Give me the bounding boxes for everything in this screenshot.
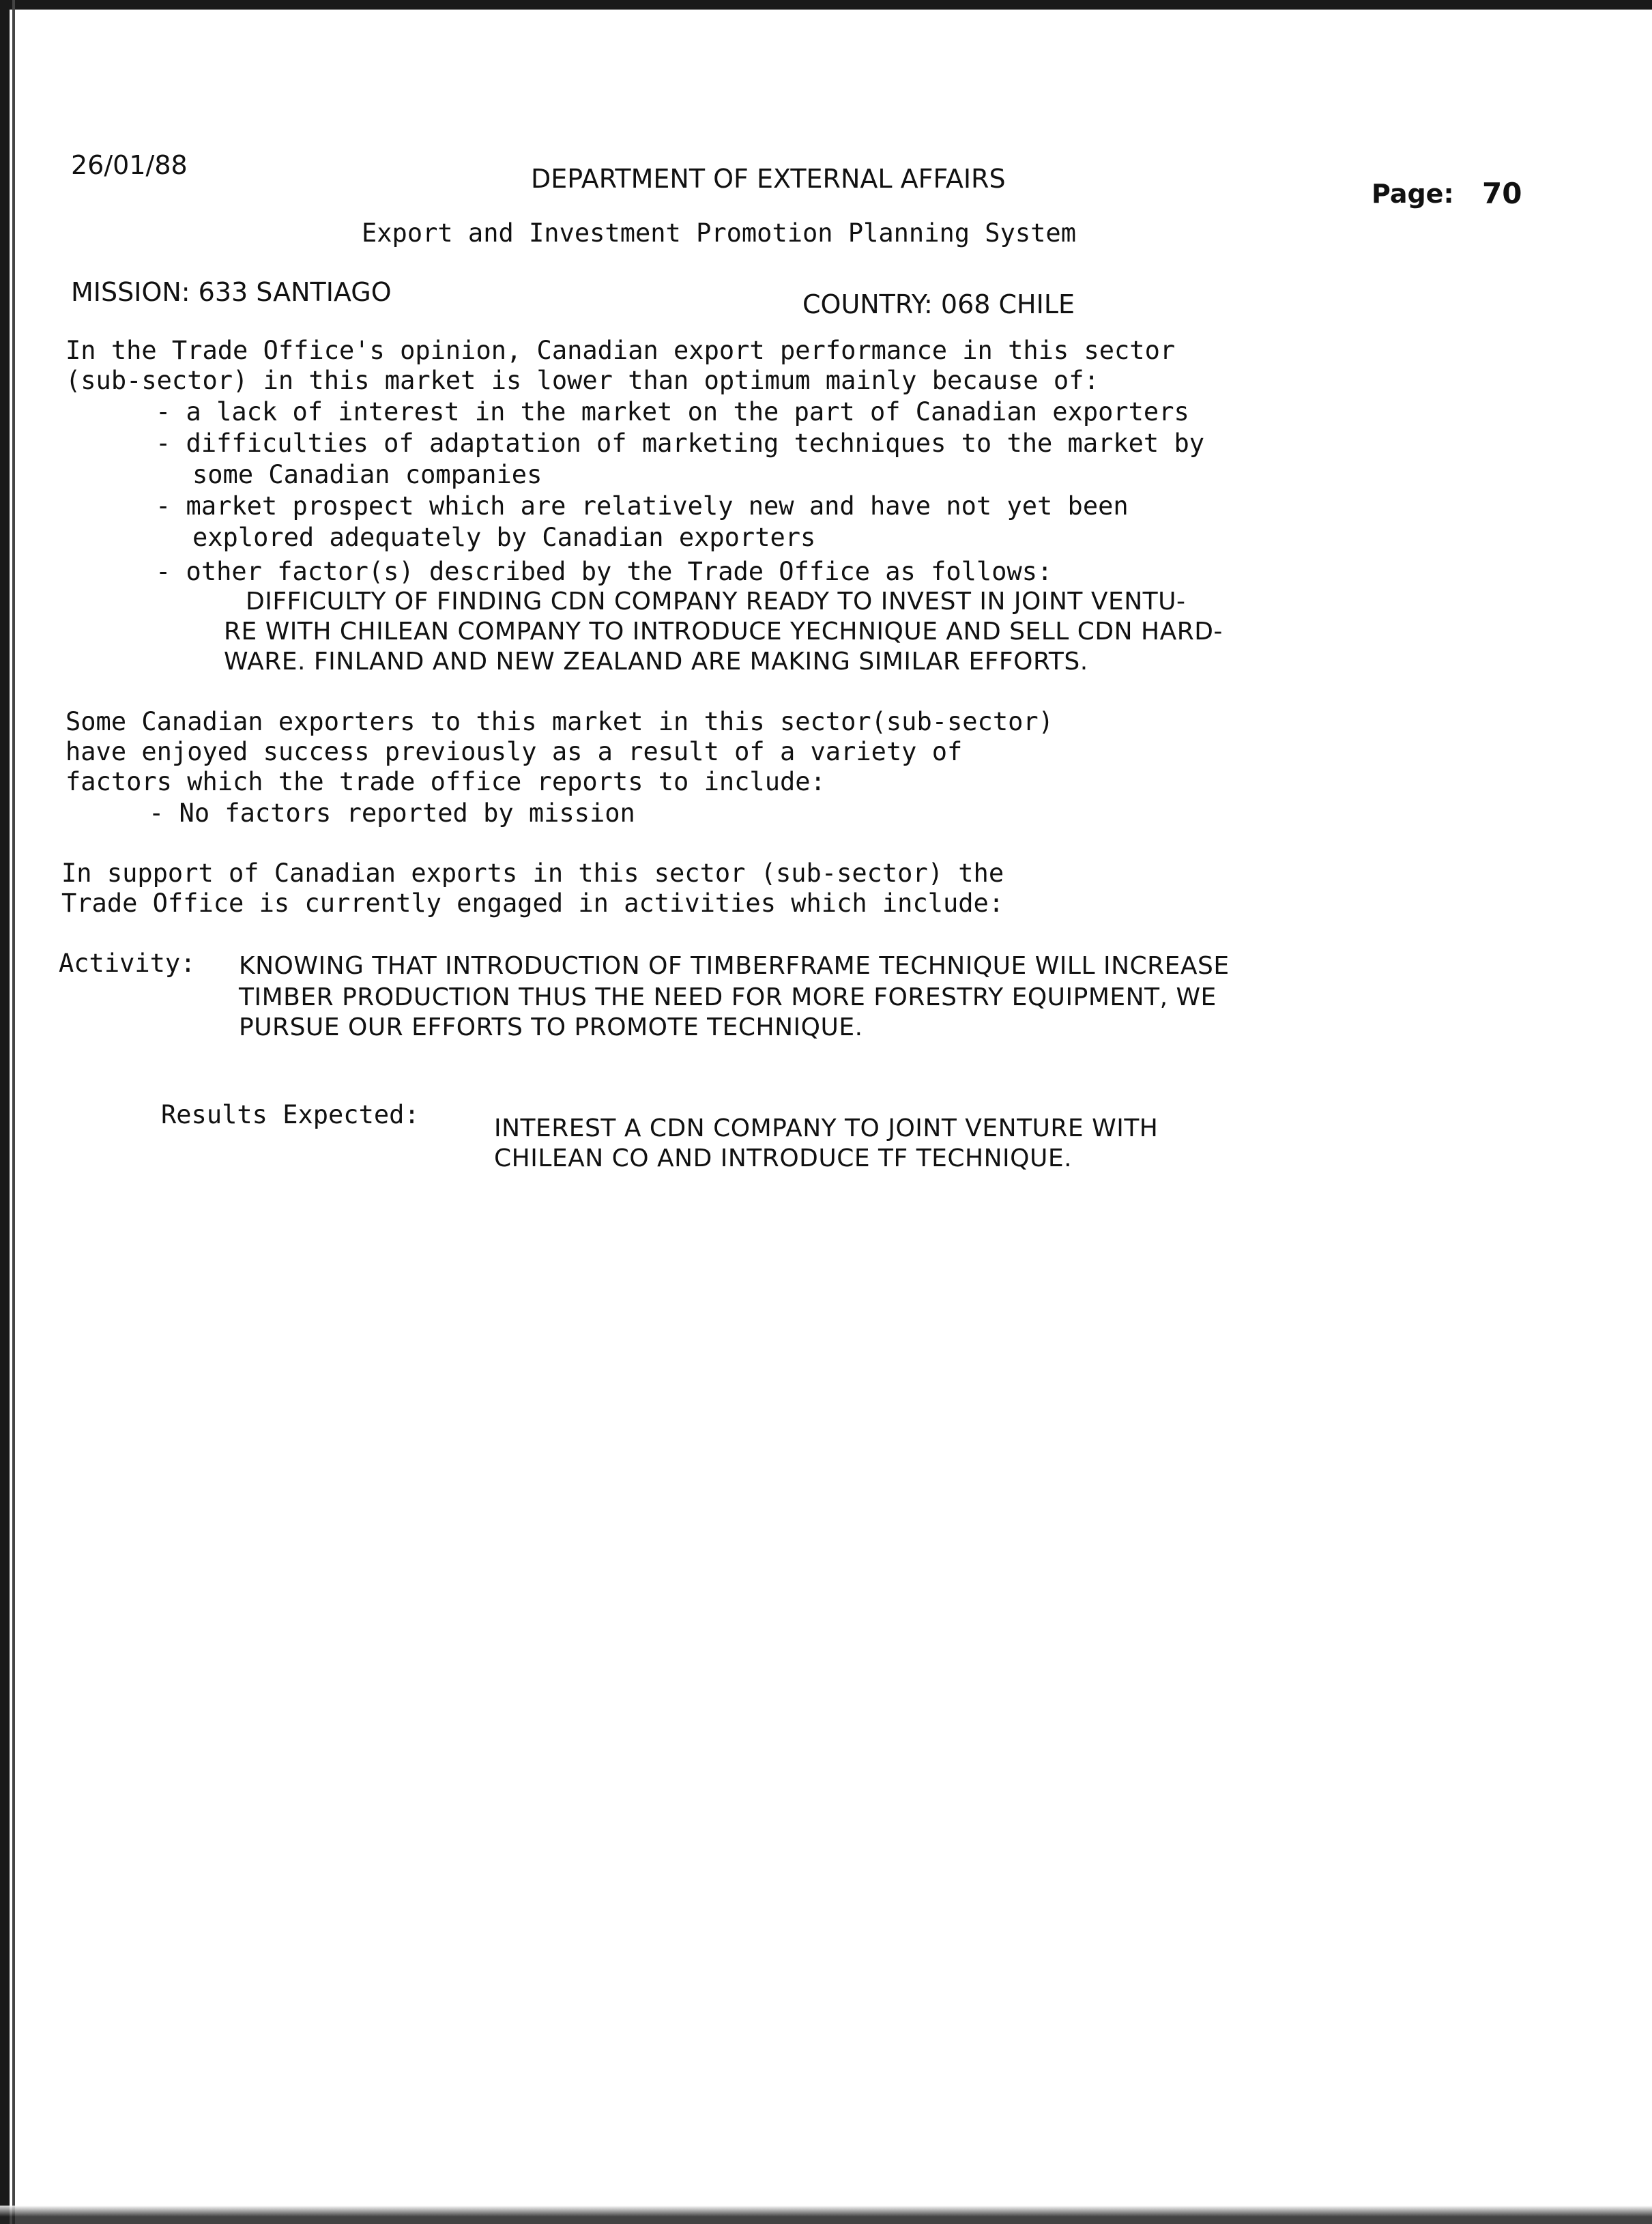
scan-edge-left-inner	[12, 0, 15, 2224]
country-label: COUNTRY: 068 CHILE	[802, 289, 1075, 319]
success-line-1: Some Canadian exporters to this market in this sector(sub-sector)	[66, 707, 1054, 736]
activity-line-1: KNOWING THAT INTRODUCTION OF TIMBERFRAME TECHNIQUE WILL INCREASE	[239, 952, 1230, 980]
results-line-2: CHILEAN CO AND INTRODUCE TF TECHNIQUE.	[494, 1144, 1073, 1172]
scan-edge-top	[0, 0, 1652, 10]
other-factors-line-2: RE WITH CHILEAN COMPANY TO INTRODUCE YECHNIQUE AND SELL CDN HARD-	[224, 618, 1223, 646]
scan-edge-left	[0, 0, 10, 2224]
support-line-2: Trade Office is currently engaged in activities which include:	[61, 889, 1004, 918]
report-date: 26/01/88	[71, 150, 188, 180]
success-line-2: have enjoyed success previously as a result of a variety of	[66, 737, 963, 766]
page-number: 70	[1482, 177, 1522, 210]
activity-label: Activity:	[59, 949, 196, 978]
opinion-bullet-2-line-2: some Canadian companies	[192, 460, 542, 489]
other-factors-line-1: DIFFICULTY OF FINDING CDN COMPANY READY TO INVEST IN JOINT VENTU-	[246, 588, 1186, 616]
success-line-3: factors which the trade office reports to include:	[66, 767, 826, 796]
success-bullet: - No factors reported by mission	[149, 798, 635, 828]
opinion-bullet-2-line-1: - difficulties of adaptation of marketing techniques to the market by	[156, 429, 1205, 458]
mission-label: MISSION: 633 SANTIAGO	[71, 277, 392, 307]
page-label: Page:	[1372, 179, 1454, 209]
support-line-1: In support of Canadian exports in this sector (sub-sector) the	[61, 858, 1004, 888]
results-line-1: INTEREST A CDN COMPANY TO JOINT VENTURE WITH	[494, 1114, 1159, 1142]
activity-line-3: PURSUE OUR EFFORTS TO PROMOTE TECHNIQUE.	[239, 1013, 863, 1041]
activity-line-2: TIMBER PRODUCTION THUS THE NEED FOR MORE FORESTRY EQUIPMENT, WE	[239, 983, 1217, 1011]
opinion-bullet-3-line-2: explored adequately by Canadian exporters	[192, 523, 816, 552]
results-expected-label: Results Expected:	[161, 1100, 420, 1129]
opinion-bullet-3-line-1: - market prospect which are relatively new and have not yet been	[156, 491, 1129, 521]
opinion-bullet-4: - other factor(s) described by the Trade Office as follows:	[156, 557, 1053, 586]
scan-edge-bottom	[0, 2206, 1652, 2224]
other-factors-line-3: WARE. FINLAND AND NEW ZEALAND ARE MAKING SIMILAR EFFORTS.	[224, 648, 1088, 676]
opinion-intro-line-1: In the Trade Office's opinion, Canadian export performance in this sector	[66, 336, 1176, 365]
opinion-intro-line-2: (sub-sector) in this market is lower than optimum mainly because of:	[66, 366, 1099, 395]
opinion-bullet-1: - a lack of interest in the market on the part of Canadian exporters	[156, 397, 1189, 427]
department-title: DEPARTMENT OF EXTERNAL AFFAIRS	[531, 164, 1006, 194]
system-title: Export and Investment Promotion Planning System	[362, 218, 1076, 248]
